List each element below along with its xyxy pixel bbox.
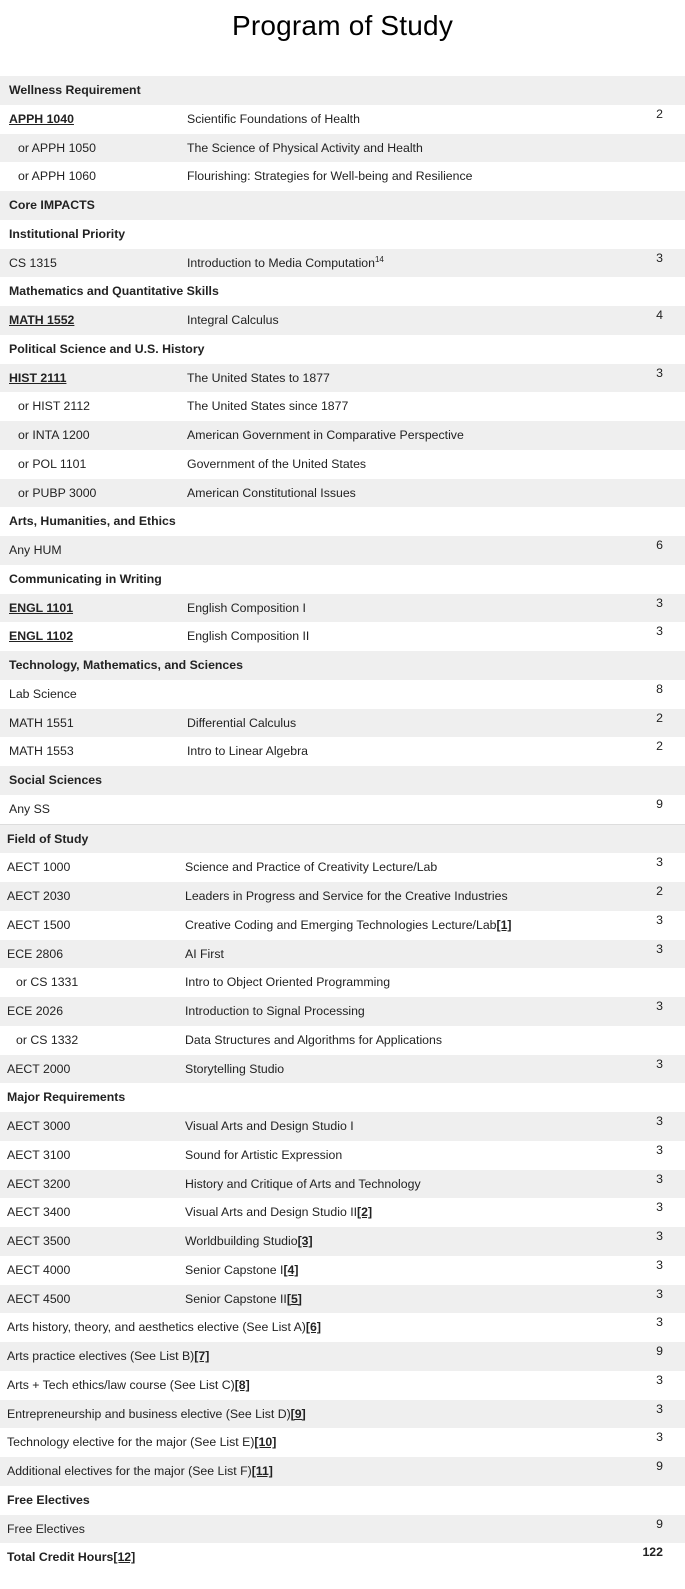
credit-hours: 3: [656, 855, 663, 870]
course-code: Core IMPACTS: [9, 198, 95, 212]
course-title: [185, 1285, 302, 1314]
course-code: Mathematics and Quantitative Skills: [9, 284, 219, 299]
course-code: AECT 4000: [7, 1262, 71, 1277]
course-row: [0, 737, 685, 766]
footnote-link[interactable]: [5]: [286, 1291, 302, 1306]
course-code: Major Requirements: [7, 1090, 126, 1105]
credit-hours: 9: [656, 796, 663, 811]
course-title-text: Intro to Object Oriented Programming: [185, 975, 391, 990]
course-title-text: Leaders in Progress and Service for the Creative Industries: [185, 889, 508, 903]
course-row: [0, 997, 685, 1026]
footnote-link[interactable]: [2]: [357, 1205, 373, 1220]
course-row: [0, 1112, 685, 1141]
course-row: [0, 134, 685, 163]
course-row: [0, 1141, 685, 1170]
course-title: [187, 392, 348, 421]
footnote-link[interactable]: [10]: [254, 1435, 277, 1450]
course-row: [0, 594, 685, 623]
section-heading: [0, 825, 685, 854]
credit-hours: 3: [656, 1257, 663, 1272]
course-row: [0, 709, 685, 738]
course-title-text: English Composition II: [187, 629, 310, 644]
field-section: [0, 825, 685, 1573]
course-row: [0, 882, 685, 911]
course-code: Technology, Mathematics, and Sciences: [9, 658, 243, 672]
course-title-text: Worldbuilding Studio: [185, 1234, 298, 1248]
credit-hours: 4: [656, 308, 663, 322]
core-section: [0, 76, 685, 824]
course-code: or CS 1332: [16, 1032, 79, 1047]
course-row: [0, 450, 685, 479]
course-title-text: Intro to Linear Algebra: [187, 744, 308, 759]
footnote-link[interactable]: [1]: [496, 917, 512, 932]
credit-hours: 3: [656, 365, 663, 380]
footnote-link[interactable]: [11]: [251, 1464, 273, 1478]
course-code: MATH 1551: [9, 715, 74, 730]
page-title: Program of Study: [231, 10, 454, 41]
course-title-text: History and Critique of Arts and Technology: [185, 1176, 421, 1191]
course-code: Free Electives: [7, 1521, 85, 1536]
course-title-text: The Science of Physical Activity and Health: [187, 140, 423, 155]
course-title: [185, 1198, 372, 1227]
section-heading: [0, 651, 685, 680]
course-title: [187, 737, 308, 766]
credit-hours: 3: [656, 624, 663, 639]
course-title: [185, 1170, 421, 1199]
footnote-link[interactable]: [8]: [234, 1377, 250, 1392]
section-heading: [0, 766, 685, 795]
credit-hours: 3: [656, 1229, 663, 1243]
section-heading: [0, 191, 685, 220]
course-row: [0, 536, 685, 565]
footnote-link[interactable]: [12]: [113, 1550, 136, 1565]
course-title: [185, 853, 437, 882]
course-row: [0, 1285, 685, 1314]
credit-hours: 3: [656, 1372, 663, 1387]
course-title-text: Data Structures and Algorithms for Applications: [185, 1032, 442, 1047]
course-title-text: Differential Calculus: [187, 715, 297, 730]
course-title: [187, 594, 306, 623]
course-row: [0, 1227, 685, 1256]
course-title-text: Introduction to Media Computation: [187, 255, 375, 270]
footnote-link[interactable]: [3]: [297, 1234, 313, 1248]
credit-hours: 3: [656, 1114, 663, 1128]
course-code: Field of Study: [7, 831, 89, 846]
course-code: ECE 2026: [7, 1004, 64, 1018]
course-title: [185, 1227, 313, 1256]
program-table: [0, 76, 685, 1572]
course-code: ECE 2806: [7, 946, 64, 961]
course-code-link[interactable]: MATH 1552: [9, 313, 75, 327]
course-code: or PUBP 3000: [18, 485, 97, 500]
course-title: [187, 479, 356, 508]
course-row: [0, 1256, 685, 1285]
course-row: [0, 795, 685, 824]
credit-hours: 3: [656, 912, 663, 927]
course-code: AECT 3500: [7, 1234, 71, 1248]
course-code: Political Science and U.S. History: [9, 341, 205, 356]
course-code: Arts practice electives (See List B)[7]: [7, 1349, 210, 1363]
course-title-text: English Composition I: [187, 600, 306, 615]
course-row: [0, 392, 685, 421]
course-code: Arts + Tech ethics/law course (See List C)[8]: [7, 1377, 250, 1392]
course-row: [0, 105, 685, 134]
course-title: [187, 249, 384, 278]
course-title: [185, 911, 512, 940]
course-code: or CS 1331: [16, 975, 79, 990]
course-row: [0, 1428, 685, 1457]
credit-hours: 8: [656, 681, 663, 696]
course-code: AECT 3200: [7, 1176, 71, 1191]
total-row: [0, 1543, 685, 1572]
course-title-text: Visual Arts and Design Studio I: [185, 1119, 354, 1133]
credit-hours: 3: [656, 999, 663, 1013]
credit-hours: 3: [656, 1200, 663, 1215]
course-row: [0, 162, 685, 191]
credit-hours: 2: [656, 106, 663, 121]
credit-hours: 3: [656, 1056, 663, 1071]
course-title-text: Visual Arts and Design Studio II: [185, 1205, 358, 1220]
course-row: [0, 1026, 685, 1055]
credit-hours: 3: [656, 1142, 663, 1157]
section-heading: [0, 565, 685, 594]
course-code: AECT 3000: [7, 1119, 71, 1133]
course-code: Lab Science: [9, 686, 77, 701]
course-code: AECT 3100: [7, 1147, 71, 1162]
course-title-text: Sound for Artistic Expression: [185, 1147, 343, 1162]
section-heading: [0, 277, 685, 306]
course-row: [0, 680, 685, 709]
course-title: [187, 364, 330, 393]
course-row: [0, 1055, 685, 1084]
course-code: Social Sciences: [9, 773, 102, 787]
course-code-link[interactable]: HIST 2111: [9, 370, 67, 385]
course-row: [0, 853, 685, 882]
course-code: CS 1315: [9, 255, 57, 270]
credit-hours: 3: [656, 1315, 663, 1330]
course-row: [0, 1371, 685, 1400]
course-code: or HIST 2112: [18, 399, 90, 414]
course-title-text: Creative Coding and Emerging Technologies Lecture/Lab: [185, 917, 497, 932]
credit-hours: 2: [656, 884, 663, 898]
credit-hours: 9: [656, 1516, 663, 1531]
course-row: [0, 364, 685, 393]
course-code: Arts, Humanities, and Ethics: [9, 514, 176, 529]
course-row: [0, 911, 685, 940]
course-code: Entrepreneurship and business elective (See List D)[9]: [7, 1406, 306, 1421]
course-code: MATH 1553: [9, 744, 74, 759]
course-title-text: Scientific Foundations of Health: [187, 111, 360, 126]
course-title-text: Government of the United States: [187, 456, 367, 471]
course-code: AECT 2030: [7, 889, 71, 903]
course-code: Total Credit Hours[12]: [7, 1550, 136, 1565]
course-title: [187, 450, 366, 479]
section-heading: [0, 507, 685, 536]
footnote-link[interactable]: [7]: [194, 1349, 210, 1363]
credit-hours: 3: [656, 1286, 663, 1301]
credit-hours: 2: [656, 710, 663, 725]
course-code: AECT 2000: [7, 1061, 71, 1076]
course-title: [187, 622, 309, 651]
course-title: [185, 1141, 342, 1170]
credit-hours: 9: [656, 1459, 663, 1473]
course-row: [0, 940, 685, 969]
footnote-link[interactable]: [9]: [290, 1406, 306, 1421]
credit-hours: 3: [656, 595, 663, 610]
credit-hours: 3: [656, 1401, 663, 1416]
course-code: AECT 4500: [7, 1291, 71, 1306]
credit-hours: 3: [656, 250, 663, 265]
course-code: Free Electives: [7, 1492, 90, 1507]
course-title: [185, 997, 365, 1026]
course-title-text: Science and Practice of Creativity Lecture/Lab: [185, 860, 438, 875]
course-code: or APPH 1050: [18, 140, 96, 155]
course-code: Additional electives for the major (See List F)[11]: [7, 1464, 273, 1478]
course-title-text: Storytelling Studio: [185, 1061, 285, 1076]
course-title-text: American Constitutional Issues: [187, 485, 356, 500]
credit-hours: 122: [642, 1545, 663, 1560]
course-title: [185, 1256, 298, 1285]
course-title: [187, 709, 296, 738]
course-code: Arts history, theory, and aesthetics elective (See List A)[6]: [7, 1320, 321, 1335]
course-row: [0, 1170, 685, 1199]
course-code: AECT 1000: [7, 860, 71, 875]
course-code: Communicating in Writing: [9, 571, 162, 586]
course-row: [0, 1342, 685, 1371]
course-code-link[interactable]: APPH 1040: [9, 111, 74, 126]
course-row: [0, 1400, 685, 1429]
course-title-text: AI First: [185, 946, 224, 961]
course-row: [0, 1515, 685, 1544]
course-row: [0, 421, 685, 450]
credit-hours: 3: [656, 1430, 663, 1445]
course-code: Institutional Priority: [9, 226, 126, 241]
course-code: Any HUM: [9, 543, 62, 557]
course-code: AECT 1500: [7, 917, 71, 932]
course-title: [185, 1055, 284, 1084]
course-title-text: American Government in Comparative Perspective: [187, 428, 464, 442]
course-code: Any SS: [9, 801, 51, 816]
course-code: Technology elective for the major (See List E)[10]: [7, 1435, 277, 1450]
credit-hours: 2: [656, 739, 663, 754]
course-code: or POL 1101: [18, 456, 87, 471]
course-row: [0, 1198, 685, 1227]
course-title: [187, 105, 360, 134]
course-title-text: Integral Calculus: [187, 313, 279, 327]
course-title: [187, 162, 472, 191]
course-title-text: The United States since 1877: [187, 399, 349, 414]
course-title: [185, 940, 224, 969]
course-title: [185, 1026, 442, 1055]
course-row: [0, 1457, 685, 1486]
course-row: [0, 479, 685, 508]
course-title: [185, 1112, 354, 1141]
course-row: [0, 968, 685, 997]
course-title: [187, 134, 423, 163]
section-heading: [0, 1083, 685, 1112]
course-title-text: Senior Capstone I: [185, 1262, 284, 1277]
course-code: or INTA 1200: [18, 428, 90, 442]
course-code-link[interactable]: ENGL 1101: [9, 600, 74, 615]
course-code: or APPH 1060: [18, 169, 96, 184]
course-title-text: Senior Capstone II: [185, 1291, 287, 1306]
course-row: [0, 306, 685, 335]
section-heading: [0, 1486, 685, 1515]
section-heading: [0, 335, 685, 364]
course-code: AECT 3400: [7, 1205, 71, 1220]
section-heading: [0, 76, 685, 105]
credit-hours: 3: [656, 941, 663, 956]
footnote-link[interactable]: [4]: [283, 1262, 299, 1277]
course-code-link[interactable]: ENGL 1102: [9, 629, 74, 644]
footnote-link[interactable]: [6]: [305, 1320, 321, 1335]
course-title: [185, 968, 390, 997]
section-heading: [0, 220, 685, 249]
course-title: [187, 306, 279, 335]
course-title-text: Flourishing: Strategies for Well-being and Resilience: [187, 169, 473, 184]
credit-hours: 6: [656, 538, 663, 552]
course-row: [0, 249, 685, 278]
course-code: Wellness Requirement: [9, 83, 141, 97]
course-row: [0, 1313, 685, 1342]
course-title-text: The United States to 1877: [187, 370, 330, 385]
course-title-text: Introduction to Signal Processing: [185, 1004, 365, 1018]
footnote-marker: 14: [374, 254, 384, 264]
credit-hours: 9: [656, 1344, 663, 1358]
credit-hours: 3: [656, 1171, 663, 1186]
course-row: [0, 622, 685, 651]
course-title: [187, 421, 464, 450]
course-title: [185, 882, 508, 911]
